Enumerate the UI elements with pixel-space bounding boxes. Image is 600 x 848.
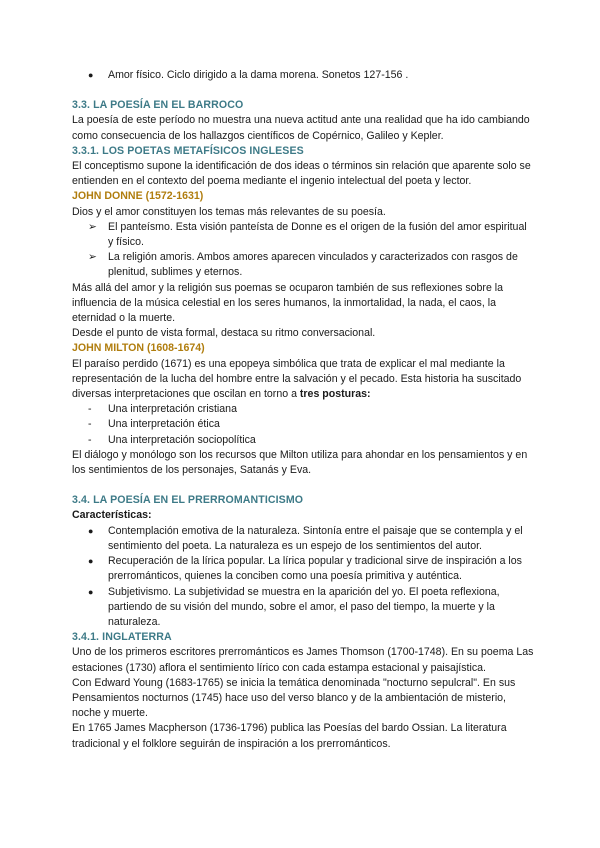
characteristics-list (72, 524, 534, 630)
section-heading-metaphysical-poets: 3.3.1. LOS POETAS METAFÍSICOS INGLESES (72, 144, 304, 157)
list-item-text: Amor físico. Ciclo dirigido a la dama morena. Sonetos 127-156 . (108, 69, 409, 81)
section-heading-baroque: 3.3. LA POESÍA EN EL BARROCO (72, 99, 244, 112)
paragraph: Uno de los primeros escritores prerrománticos es James Thomson (1700-1748). En su poema Las estaciones (1730) aflora el sentimiento lírico con cada estampa estacional y paisajística. (72, 646, 534, 674)
intro-bullet-list (72, 68, 534, 83)
list-item (72, 250, 534, 280)
paragraph: Dios y el amor constituyen los temas más relevantes de su poesía. (72, 205, 386, 218)
paragraph: La poesía de este período no muestra una nueva actitud ante una realidad que ha ido cambiando como consecuencia de los hallazgos científicos de Copérnico, Galileo y Kepler. (72, 114, 530, 142)
paragraph: Con Edward Young (1683-1765) se inicia la temática denominada "nocturno sepulcral". En sus Pensamientos nocturnos (1745) hace uso del verso blanco y de la ambientación de misterio, noche y muerte. (72, 676, 516, 720)
list-item (72, 524, 534, 554)
list-item-text: Recuperación de la lírica popular. La lírica popular y tradicional sirve de inspiración a los prerrománticos, quienes la conciben como una poesía primitiva y auténtica. (108, 555, 522, 583)
author-heading-milton: JOHN MILTON (1608-1674) (72, 342, 205, 355)
list-item-text: Subjetivismo. La subjetividad se muestra en la aparición del yo. El poeta reflexiona, partiendo de su visión del mundo, sobre el amor, el paso del tiempo, la muerte y la naturaleza. (108, 585, 500, 628)
list-item-text: Una interpretación sociopolítica (108, 433, 256, 446)
paragraph (72, 357, 534, 403)
author-heading-donne: JOHN DONNE (1572-1631) (72, 190, 204, 203)
section-heading-england: 3.4.1. INGLATERRA (72, 631, 172, 644)
milton-interpretation-list (72, 402, 534, 448)
dash-bullet-icon: - (88, 433, 92, 446)
list-item (72, 433, 534, 448)
list-item-text: Contemplación emotiva de la naturaleza. Sintonía entre el paisaje que se contempla y el sentimiento del poeta. La naturaleza es un espejo de los sentimientos del autor. (108, 524, 523, 552)
dash-bullet-icon: - (88, 418, 92, 431)
list-item-text: Una interpretación cristiana (108, 403, 237, 416)
paragraph: En 1765 James Macpherson (1736-1796) publica las Poesías del bardo Ossian. La literatura tradicional y el folklore seguirán de inspiración a los prerrománticos. (72, 722, 507, 750)
bullet-icon: ● (88, 525, 94, 536)
list-item-text: Una interpretación ética (108, 418, 220, 431)
list-item (72, 402, 534, 417)
subheading-characteristics: Características: (72, 509, 152, 522)
list-item (72, 68, 534, 83)
bullet-icon: ● (88, 586, 94, 597)
list-item-text: La religión amoris. Ambos amores aparecen vinculados y caracterizados con rasgos de plenitud, sublimes y eternos. (108, 251, 518, 279)
list-item (72, 220, 534, 250)
section-heading-preromanticism: 3.4. LA POESÍA EN EL PRERROMANTICISMO (72, 494, 304, 507)
dash-bullet-icon: - (88, 403, 92, 416)
paragraph: El diálogo y monólogo son los recursos que Milton utiliza para ahondar en los pensamientos y en los sentimientos de los personajes, Satanás y Eva. (72, 448, 528, 477)
paragraph: Más allá del amor y la religión sus poemas se ocuparon también de sus reflexiones sobre la influencia de la música celestial en los seres humanos, la inmortalidad, la nada, el caos, la eternidad o la muerte. (72, 281, 504, 325)
bullet-icon: ● (88, 556, 94, 567)
paragraph: El conceptismo supone la identificación de dos ideas o términos sin relación que aparente solo se entienden en el contexto del poema mediante el ingenio intelectual del poeta y lector. (72, 160, 531, 188)
paragraph-text: El paraíso perdido (1671) es una epopeya simbólica que trata de explicar el mal mediante la representación de la lucha del hombre entre la salvación y el pecado. Esta historia ha suscitado diversas interpretaciones que oscilan en torno a (72, 357, 522, 401)
paragraph: Desde el punto de vista formal, destaca su ritmo conversacional. (72, 327, 376, 340)
list-item (72, 417, 534, 432)
list-item-text: El panteísmo. Esta visión panteísta de Donne es el origen de la fusión del amor espiritual y físico. (108, 220, 527, 249)
arrow-bullet-icon: ➢ (88, 251, 97, 264)
bold-phrase: tres posturas: (299, 388, 371, 401)
list-item (72, 585, 534, 631)
bullet-icon: ● (88, 70, 94, 80)
donne-theme-list (72, 220, 534, 281)
list-item (72, 554, 534, 584)
page-content (72, 68, 534, 752)
arrow-bullet-icon: ➢ (88, 220, 97, 233)
